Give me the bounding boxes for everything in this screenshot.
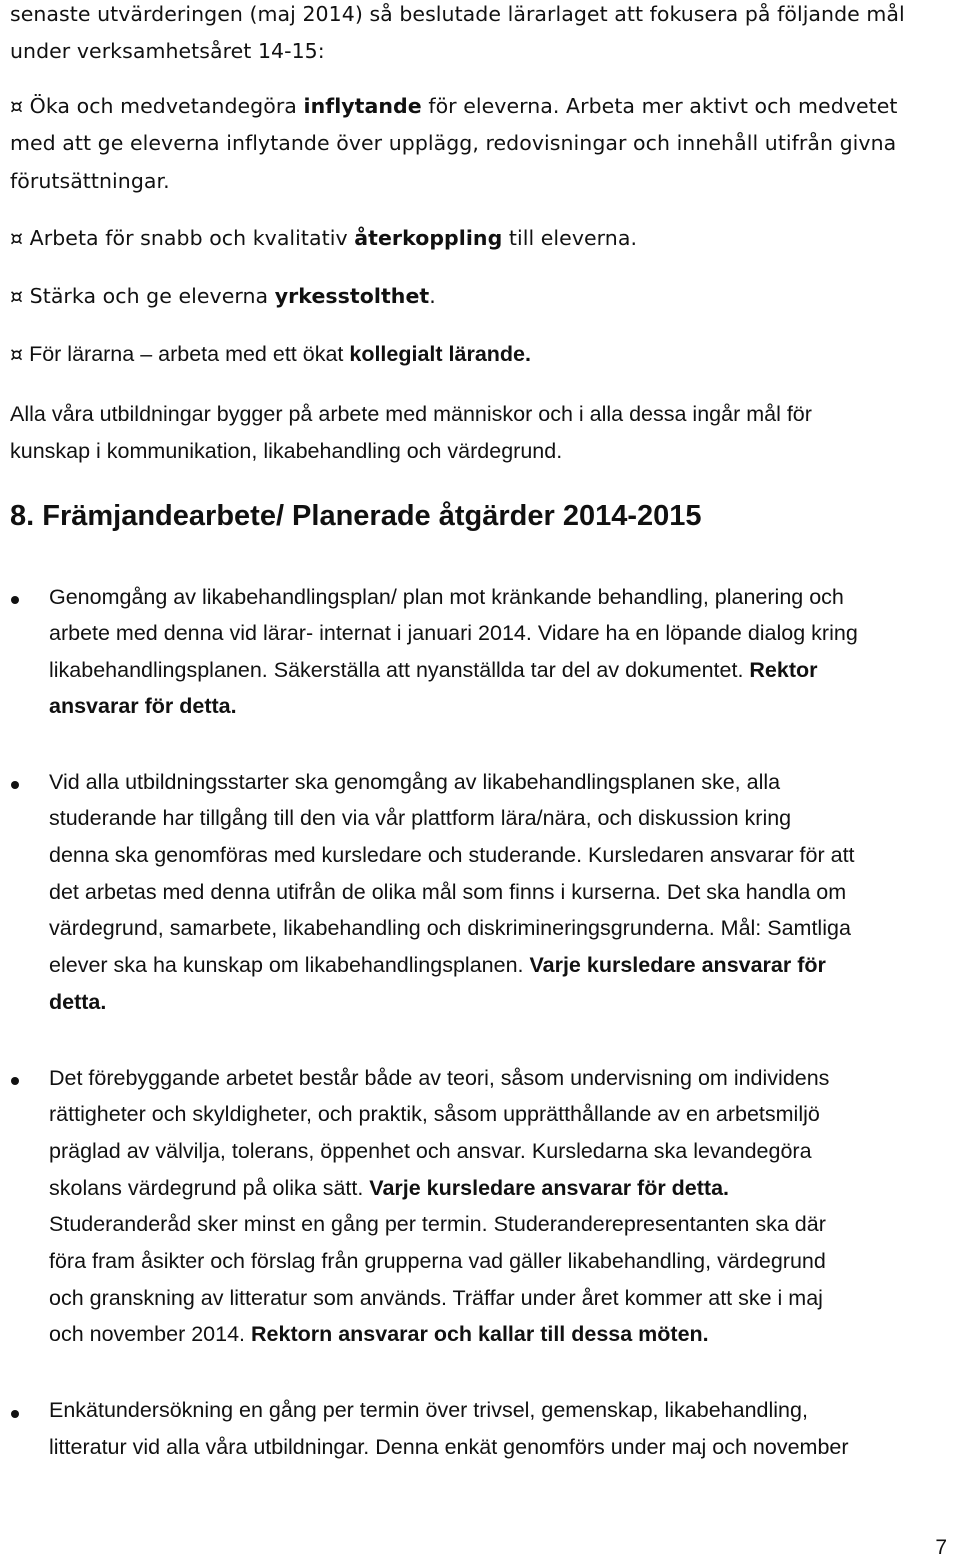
intro-line: senaste utvärderingen (maj 2014) så beslutade lärarlaget att fokusera på följande mål <box>10 2 905 26</box>
bullet-line: ansvarar för detta. <box>49 694 237 718</box>
bullet-line: elever ska ha kunskap om likabehandlingsplanen. Varje kursledare ansvarar för <box>49 953 826 977</box>
summary-line: kunskap i kommunikation, likabehandling och värdegrund. <box>10 439 563 463</box>
currency-sign-bullet-icon: ¤ <box>10 94 24 118</box>
bullet-line: Vid alla utbildningsstarter ska genomgång av likabehandlingsplanen ske, alla <box>49 770 781 794</box>
bullet-line: litteratur vid alla våra utbildningar. Denna enkät genomförs under maj och november <box>49 1435 849 1459</box>
goal-item: ¤ För lärarna – arbeta med ett ökat kollegialt lärande. <box>10 342 531 366</box>
bullet-line: Genomgång av likabehandlingsplan/ plan mot kränkande behandling, planering och <box>49 585 844 609</box>
bullet-line: präglad av välvilja, tolerans, öppenhet och ansvar. Kursledarna ska levandegöra <box>49 1139 812 1163</box>
bullet-dot-icon <box>11 1077 19 1085</box>
currency-sign-bullet-icon: ¤ <box>10 342 24 366</box>
bullet-line: det arbetas med denna utifrån de olika mål som finns i kurserna. Det ska handla om <box>49 880 847 904</box>
bullet-line: Det förebyggande arbetet består både av teori, såsom undervisning om individens <box>49 1066 830 1090</box>
bullet-line: Studeranderåd sker minst en gång per termin. Studeranderepresentanten ska där <box>49 1212 826 1236</box>
bullet-line: likabehandlingsplanen. Säkerställa att nyanställda tar del av dokumentet. Rektor <box>49 658 818 682</box>
bullet-line: studerande har tillgång till den via vår plattform lära/nära, och diskussion kring <box>49 806 792 830</box>
bullet-line: och november 2014. Rektorn ansvarar och kallar till dessa möten. <box>49 1322 709 1346</box>
intro-line: under verksamhetsåret 14-15: <box>10 39 325 63</box>
bullet-dot-icon <box>11 1410 19 1418</box>
section-heading: 8. Främjandearbete/ Planerade åtgärder 2014-2015 <box>10 500 702 532</box>
goal-item-continuation: förutsättningar. <box>10 169 170 193</box>
bullet-line: skolans värdegrund på olika sätt. Varje kursledare ansvarar för detta. <box>49 1176 730 1200</box>
bullet-dot-icon <box>11 596 19 604</box>
summary-line: Alla våra utbildningar bygger på arbete med människor och i alla dessa ingår mål för <box>10 402 812 426</box>
currency-sign-bullet-icon: ¤ <box>10 226 24 250</box>
goal-item-continuation: med att ge eleverna inflytande över upplägg, redovisningar och innehåll utifrån givna <box>10 131 897 155</box>
bullet-line: rättigheter och skyldigheter, och praktik, såsom upprätthållande av en arbetsmiljö <box>49 1102 820 1126</box>
goal-item: ¤ Stärka och ge eleverna yrkesstolthet. <box>10 284 436 308</box>
bullet-line: arbete med denna vid lärar- internat i januari 2014. Vidare ha en löpande dialog kring <box>49 621 858 645</box>
currency-sign-bullet-icon: ¤ <box>10 284 24 308</box>
bullet-line: värdegrund, samarbete, likabehandling och diskrimineringsgrunderna. Mål: Samtliga <box>49 916 851 940</box>
bullet-line: denna ska genomföras med kursledare och studerande. Kursledaren ansvarar för att <box>49 843 855 867</box>
bullet-line: och granskning av litteratur som används. Träffar under året kommer att ske i maj <box>49 1286 823 1310</box>
goal-item: ¤ Arbeta för snabb och kvalitativ återkoppling till eleverna. <box>10 226 638 250</box>
bullet-dot-icon <box>11 781 19 789</box>
goal-item: ¤ Öka och medvetandegöra inflytande för eleverna. Arbeta mer aktivt och medvetet <box>10 94 898 118</box>
bullet-line: detta. <box>49 990 107 1014</box>
page-number: 7 <box>935 1536 947 1559</box>
bullet-line: föra fram åsikter och förslag från grupperna vad gäller likabehandling, värdegrund <box>49 1249 826 1273</box>
bullet-line: Enkätundersökning en gång per termin över trivsel, gemenskap, likabehandling, <box>49 1398 808 1422</box>
